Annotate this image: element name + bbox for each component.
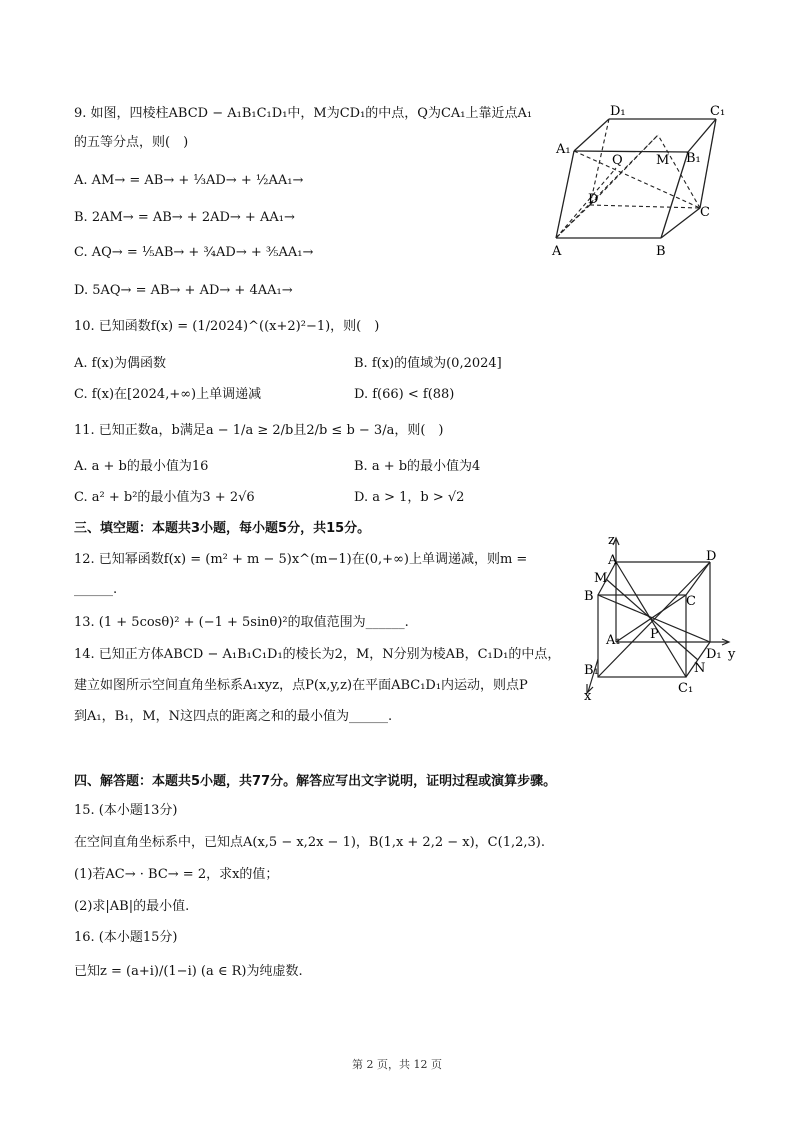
q11-option-d: D. a > 1，b > √2 [354, 490, 465, 505]
fig1-label-c: C [700, 205, 710, 220]
q9-stem-line2: 的五等分点，则( ) [74, 135, 189, 150]
q12-line2: ______. [74, 582, 118, 597]
q16-header: 16. (本小题15分) [74, 930, 178, 945]
section-4-heading: 四、解答题：本题共5小题，共77分。解答应写出文字说明，证明过程或演算步骤。 [74, 774, 557, 789]
fig2-label-a1: A₁ [606, 633, 621, 648]
fig2-label-x: x [584, 689, 592, 704]
fig2-label-b: B [584, 589, 594, 604]
fig1-label-d: D [588, 192, 599, 207]
fig1-label-b: B [656, 244, 666, 259]
q10-option-c: C. f(x)在[2024,+∞)上单调递减 [74, 387, 262, 402]
q10-option-a: A. f(x)为偶函数 [74, 356, 166, 371]
fig2-label-d1: D₁ [706, 647, 722, 662]
fig1-label-c1: C₁ [710, 104, 726, 119]
fig1-label-a: A [552, 244, 562, 259]
fig1-label-d1: D₁ [610, 104, 626, 119]
q14-line3: 到A₁，B₁，M，N这四点的距离之和的最小值为______. [74, 709, 393, 724]
section-3-heading: 三、填空题：本题共3小题，每小题5分，共15分。 [74, 521, 371, 536]
q11-stem: 11. 已知正数a，b满足a − 1/a ≥ 2/b且2/b ≤ b − 3/a，则( ) [74, 423, 444, 438]
fig2-label-p: P [650, 627, 659, 642]
q15-part1: (1)若AC→ · BC→ = 2，求x的值； [74, 867, 279, 882]
fig2-label-c1: C₁ [678, 681, 694, 696]
fig1-label-b1: B₁ [686, 151, 701, 166]
fig2-label-m: M [594, 571, 608, 586]
fig1-label-a1: A₁ [556, 142, 571, 157]
page-footer: 第 2 页，共 12 页 [352, 1058, 442, 1071]
q9-option-d: D. 5AQ→ = AB→ + AD→ + 4AA₁→ [74, 283, 293, 298]
fig1-label-m: M [656, 153, 670, 168]
q15-part2: (2)求|AB|的最小值. [74, 899, 190, 914]
q9-option-b: B. 2AM→ = AB→ + 2AD→ + AA₁→ [74, 210, 295, 225]
q16-stem: 已知z = (a+i)/(1−i) (a ∈ R)为纯虚数. [74, 964, 303, 979]
q11-option-b: B. a + b的最小值为4 [354, 459, 481, 474]
fig2-label-d: D [706, 549, 717, 564]
fig2-label-z: z [608, 533, 615, 548]
q11-option-c: C. a² + b²的最小值为3 + 2√6 [74, 490, 255, 505]
q13: 13. (1 + 5cosθ)² + (−1 + 5sinθ)²的取值范围为______. [74, 615, 409, 630]
fig2-label-b1: B₁ [584, 663, 599, 678]
fig1-label-q: Q [612, 153, 623, 168]
q15-header: 15. (本小题13分) [74, 803, 178, 818]
q10-stem: 10. 已知函数f(x) = (1/2024)^((x+2)²−1)，则( ) [74, 319, 380, 334]
q14-line2: 建立如图所示空间直角坐标系A₁xyz，点P(x,y,z)在平面ABC₁D₁内运动，则点P [74, 678, 528, 693]
q11-option-a: A. a + b的最小值为16 [74, 459, 209, 474]
fig2-label-c: C [686, 594, 696, 609]
fig2-label-y: y [728, 647, 736, 662]
q10-option-b: B. f(x)的值域为(0,2024] [354, 356, 502, 371]
q9-stem-line1: 9. 如图，四棱柱ABCD − A₁B₁C₁D₁中，M为CD₁的中点，Q为CA₁上靠近点A₁ [74, 106, 533, 121]
q12-line1: 12. 已知幂函数f(x) = (m² + m − 5)x^(m−1)在(0,+∞)上单调递减，则m = [74, 552, 528, 567]
q14-line1: 14. 已知正方体ABCD − A₁B₁C₁D₁的棱长为2，M，N分别为棱AB，C₁D₁的中点， [74, 647, 561, 662]
fig2-label-n: N [694, 661, 706, 676]
q15-stem: 在空间直角坐标系中，已知点A(x,5 − x,2x − 1)，B(1,x + 2,2 − x)，C(1,2,3). [74, 835, 545, 850]
figure-cube [578, 532, 740, 704]
figure-prism [550, 95, 740, 265]
q9-option-c: C. AQ→ = ⅕AB→ + ¾AD→ + ⅗AA₁→ [74, 245, 314, 260]
fig2-label-a: A [608, 553, 618, 568]
q10-option-d: D. f(66) < f(88) [354, 387, 455, 402]
q9-option-a: A. AM→ = AB→ + ⅓AD→ + ½AA₁→ [74, 173, 304, 188]
